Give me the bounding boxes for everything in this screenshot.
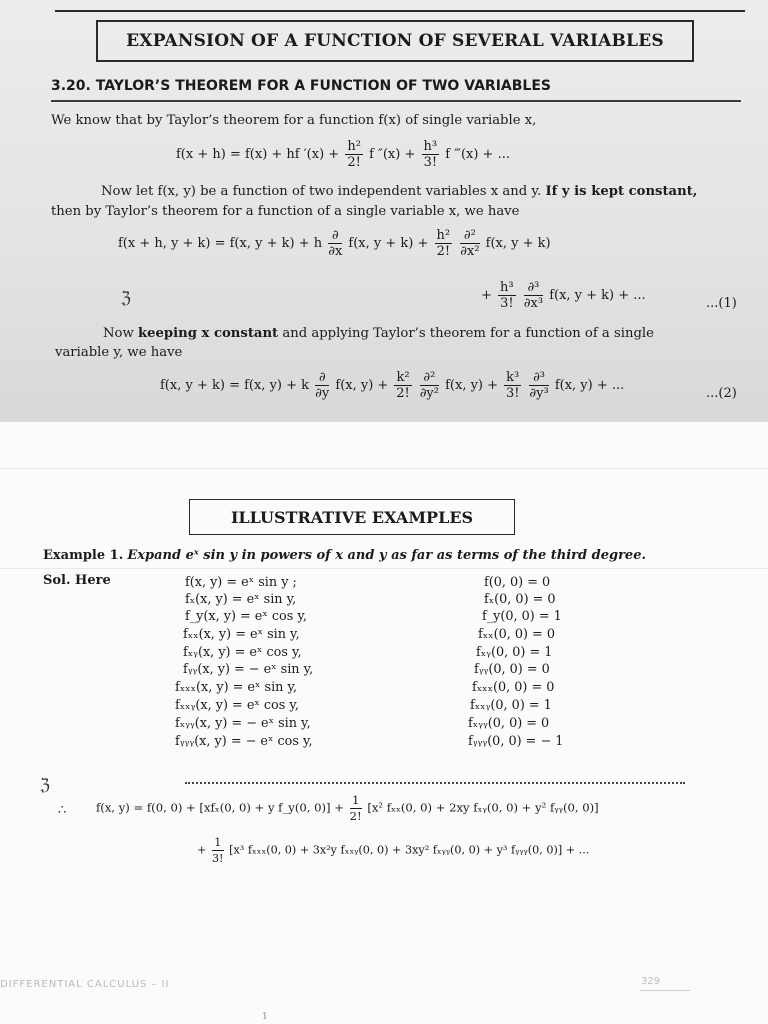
fraction: $\frac{\text{k³}}{3!}$ <box>505 370 520 401</box>
dotted-separator <box>185 782 685 784</box>
derivative-row-left: fₓᵧ(x, y) = eˣ cos y, <box>183 645 302 660</box>
fraction: $\frac{1}{3!}$ <box>211 836 224 865</box>
eq-single-tail: f ‴(x) + ... <box>445 147 510 162</box>
fraction: $\frac{\text{h²}}{2!}$ <box>436 228 451 259</box>
therefore-symbol: ∴ <box>58 803 67 818</box>
derivative-row-left: f(x, y) = eˣ sin y ; <box>185 575 297 590</box>
fraction: $\frac{\text{h³}}{3!}$ <box>423 139 438 170</box>
equation-1-line1: f(x + h, y + k) = f(x, y + k) + h ∂ ∂x f(x, y + k) + $\frac{\text{h²}}{2!}$ ∂² ∂x² f(x, y + k) <box>118 228 551 259</box>
derivative-fraction: ∂² ∂y² <box>419 370 439 401</box>
footer-rule <box>640 990 690 991</box>
example-1-statement: Example 1. Expand eˣ sin y in powers of x and y as far as terms of the third degree. <box>43 548 646 563</box>
equation-1-label: ...(1) <box>706 296 737 311</box>
para2-line1: Now let f(x, y) be a function of two independent variables x and y. If y is kept constant, <box>101 184 698 199</box>
derivative-value-right: fₓ(0, 0) = 0 <box>484 592 556 607</box>
derivative-fraction: ∂³ ∂y³ <box>529 370 549 401</box>
equation-2: f(x, y + k) = f(x, y) + k ∂ ∂y f(x, y) + $\frac{\text{k²}}{2!}$ ∂² ∂y² f(x, y) + $\frac{\text{k³}}{3!}$ ∂³ ∂y³ f(x, y) + ... <box>160 370 625 401</box>
handwritten-mark-icon: ℨ <box>40 775 50 794</box>
examples-title: ILLUSTRATIVE EXAMPLES <box>230 507 474 527</box>
derivative-value-right: fᵧᵧᵧ(0, 0) = − 1 <box>468 734 564 749</box>
derivative-row-left: fₓ(x, y) = eˣ sin y, <box>185 592 297 607</box>
derivative-value-right: f_y(0, 0) = 1 <box>482 609 562 624</box>
top-photo-panel <box>0 0 768 422</box>
fraction: $\frac{1}{2!}$ <box>349 793 362 823</box>
derivative-value-right: fₓₓᵧ(0, 0) = 1 <box>470 698 552 713</box>
handwritten-mark-icon: ℨ <box>121 288 131 307</box>
derivative-value-right: fₓₓₓ(0, 0) = 0 <box>472 680 555 695</box>
section-heading: 3.20. TAYLOR’S THEOREM FOR A FUNCTION OF TWO VARIABLES <box>51 78 551 94</box>
scan-fold-line <box>0 568 768 569</box>
top-rule <box>55 10 745 12</box>
derivative-fraction: ∂³ ∂x³ <box>523 280 544 311</box>
solution-label: Sol. Here <box>43 573 111 588</box>
derivative-row-left: fᵧᵧ(x, y) = − eˣ sin y, <box>183 662 314 677</box>
derivative-fraction: ∂ ∂x <box>328 228 343 259</box>
scan-fold-line <box>0 468 768 469</box>
equation-single-variable <box>176 139 510 170</box>
derivative-value-right: fₓᵧ(0, 0) = 1 <box>476 645 553 660</box>
derivative-row-left: fₓᵧᵧ(x, y) = − eˣ sin y, <box>175 716 311 731</box>
fraction: $\frac{\text{h²}}{2!}$ <box>347 139 361 170</box>
fraction: $\frac{\text{h³}}{3!}$ <box>500 280 514 311</box>
section-rule <box>51 100 741 102</box>
footer-mark: 1 <box>262 1012 268 1022</box>
intro-line: We know that by Taylor’s theorem for a function f(x) of single variable x, <box>51 113 537 128</box>
derivative-row-left: fᵧᵧᵧ(x, y) = − eˣ cos y, <box>175 734 313 749</box>
derivative-value-right: fₓₓ(0, 0) = 0 <box>478 627 555 642</box>
examples-title-box <box>189 499 515 535</box>
derivative-value-right: f(0, 0) = 0 <box>484 575 551 590</box>
derivative-row-left: fₓₓ(x, y) = eˣ sin y, <box>183 627 300 642</box>
derivative-row-left: fₓₓₓ(x, y) = eˣ sin y, <box>175 680 298 695</box>
running-footer: DIFFERENTIAL CALCULUS – II <box>0 979 170 990</box>
fraction: $\frac{\text{k²}}{2!}$ <box>396 370 410 401</box>
eq-single-mid: f ″(x) + <box>369 147 416 162</box>
derivative-fraction: ∂² ∂x² <box>460 228 480 259</box>
eq-single-lhs: f(x + h) = f(x) + hf ′(x) + <box>176 147 340 162</box>
derivative-value-right: fₓᵧᵧ(0, 0) = 0 <box>468 716 550 731</box>
derivative-fraction: ∂ ∂y <box>315 370 330 401</box>
expansion-line-1: f(x, y) = f(0, 0) + [xfₓ(0, 0) + y f_y(0, 0)] + $\frac{1}{2!}$ [x² fₓₓ(0, 0) + 2xy fₓᵧ(0, 0) + y² fᵧᵧ(0, 0)] <box>96 793 599 823</box>
chapter-title: EXPANSION OF A FUNCTION OF SEVERAL VARIABLES <box>126 31 664 51</box>
equation-1-line2: + $\frac{\text{h³}}{3!}$ ∂³ ∂x³ f(x, y + k) + ... <box>481 280 646 311</box>
para3-line2: variable y, we have <box>55 345 183 360</box>
derivative-value-right: fᵧᵧ(0, 0) = 0 <box>474 662 550 677</box>
page-number: 329 <box>641 976 661 987</box>
para2-line2: then by Taylor’s theorem for a function of a single variable x, we have <box>51 204 520 219</box>
equation-2-label: ...(2) <box>706 386 737 401</box>
chapter-title-box <box>96 20 694 62</box>
derivative-row-left: fₓₓᵧ(x, y) = eˣ cos y, <box>175 698 299 713</box>
expansion-line-2: + $\frac{1}{3!}$ [x³ fₓₓₓ(0, 0) + 3x²y fₓₓᵧ(0, 0) + 3xy² fₓᵧᵧ(0, 0) + y³ fᵧᵧᵧ(0, 0)] + ... <box>197 836 590 865</box>
derivative-row-left: f_y(x, y) = eˣ cos y, <box>185 609 307 624</box>
para3-line1: Now keeping x constant and applying Taylor’s theorem for a function of a single <box>103 326 654 341</box>
